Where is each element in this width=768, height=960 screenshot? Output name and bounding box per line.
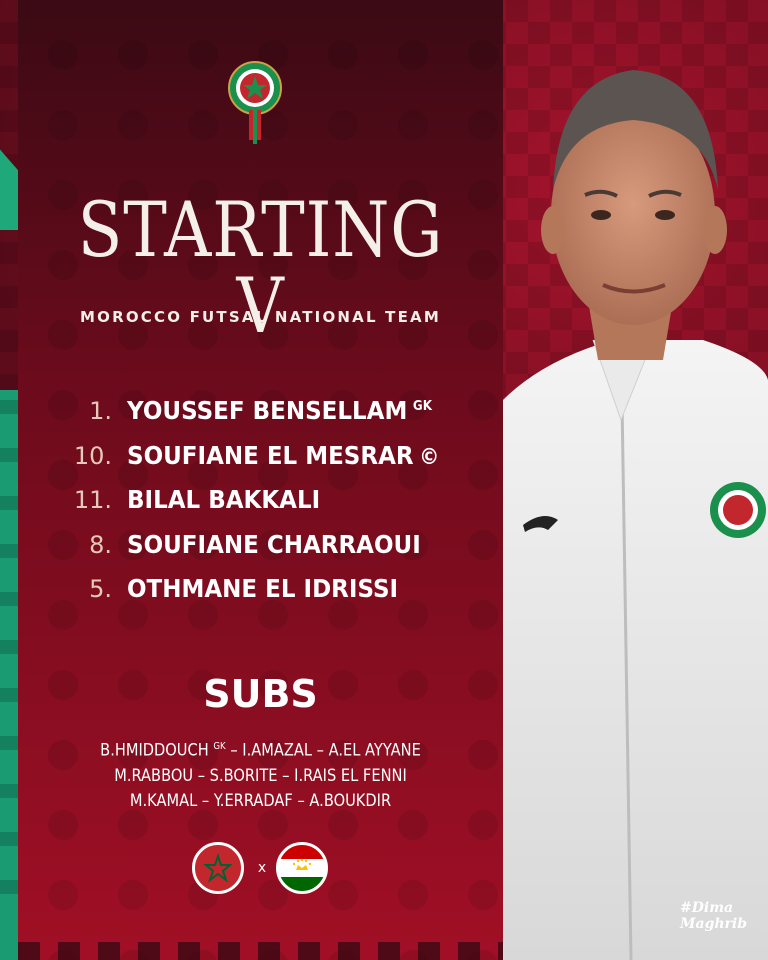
captain-tag: ©: [419, 444, 440, 470]
lineup-player: [60, 441, 500, 486]
player-name: SOUFIANE EL MESRAR ©: [127, 440, 440, 470]
pentagram-icon: [195, 845, 241, 891]
player-number: 11.: [73, 486, 112, 514]
player-name: YOUSSEF BENSELLAM $^{GK}$: [127, 396, 432, 425]
page-subtitle: MOROCCO FUTSAL NATIONAL TEAM: [80, 308, 441, 326]
crown-icon: [279, 845, 325, 891]
subs-line: M.RABBOU – S.BORITE – I.RAIS EL FENNI: [114, 765, 407, 786]
versus-separator: x: [257, 860, 267, 876]
coach-photo: [503, 40, 768, 960]
panel-bottom-pattern: [18, 942, 503, 960]
subs-list: [18, 734, 503, 814]
match-fixture: [192, 842, 332, 896]
lineup-player: [60, 485, 500, 530]
morocco-flag-icon: [192, 842, 244, 894]
green-diamond-pattern: [0, 400, 20, 920]
goalkeeper-tag: GK: [213, 741, 226, 752]
player-number: 5.: [89, 575, 112, 603]
subs-line: M.KAMAL – Y.ERRADAF – A.BOUKDIR: [129, 790, 392, 811]
brand-text: #Dima Maghrib: [680, 900, 748, 932]
player-name: BILAL BAKKALI: [127, 485, 321, 514]
starting-lineup: [60, 396, 500, 619]
lineup-player: [60, 396, 500, 441]
subs-line: B.HMIDDOUCH $^{GK}$ – I.AMAZAL – A.EL AYYANE: [100, 740, 421, 761]
goalkeeper-tag: GK: [412, 398, 432, 414]
player-number: 10.: [73, 441, 112, 470]
player-name: SOUFIANE CHARRAOUI: [127, 529, 421, 559]
player-name: OTHMANE EL IDRISSI: [127, 574, 399, 603]
lineup-player: [60, 530, 500, 575]
dima-maghrib-logo: [668, 890, 748, 944]
lineup-player: [60, 574, 500, 619]
subs-heading: SUBS: [203, 672, 318, 716]
tajikistan-flag-icon: [276, 842, 328, 894]
player-number: 8.: [89, 530, 112, 559]
frmf-crest-logo: [227, 58, 283, 146]
page-title: STARTING V: [77, 185, 444, 350]
player-number: 1.: [89, 397, 112, 425]
